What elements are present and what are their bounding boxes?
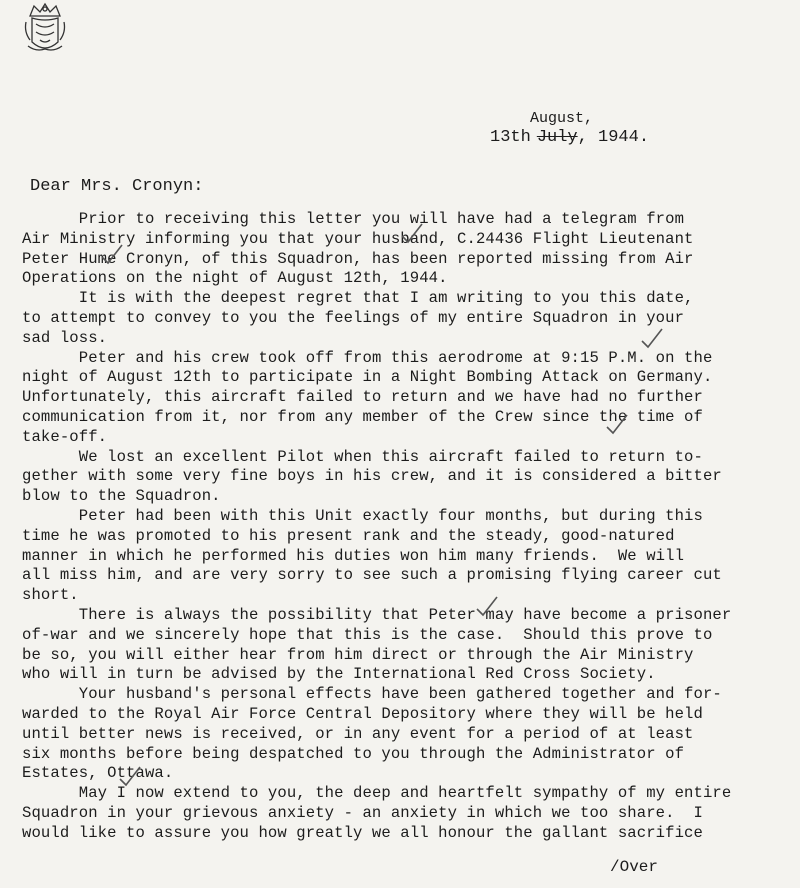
royal-crest-icon (22, 2, 68, 56)
date-year: , 1944. (577, 128, 650, 147)
pencil-tick-icon (475, 595, 499, 619)
paragraph-effects: Your husband's personal effects have been gathered together and for- warded to the Royal Air Force Central Depository where they will be held until better news is received, or in any event for a period of at least six months before being despatched to you through the Administrator of Estates, Ottawa. (22, 685, 722, 783)
pencil-tick-icon (400, 222, 424, 246)
date-inserted-month: August, (530, 110, 594, 127)
pencil-tick-icon (605, 413, 629, 437)
paragraph-service: Peter had been with this Unit exactly four months, but during this time he was promoted to his present rank and the steady, good-natured manner in which he performed his duties won him many friends. We will all miss him, and are very sorry to see such a promising flying career cut short. (22, 506, 722, 605)
paragraph-sympathy: May I now extend to you, the deep and heartfelt sympathy of my entire Squadron in your grievous anxiety - an anxiety in which we too share. I would like to assure you how greatly we all honour the gallant sacrifice (22, 784, 732, 842)
salutation: Dear Mrs. Cronyn: (30, 177, 204, 196)
paragraph-takeoff: Peter and his crew took off from this aerodrome at 9:15 P.M. on the night of August 12th to participate in a Night Bombing Attack on Germany. Unfortunately, this aircraft failed to return and we have had no further communication from it, nor from any member of the Crew since the time of take-off. (22, 348, 713, 446)
pencil-tick-icon (100, 243, 124, 267)
paragraph-telegram: Prior to receiving this letter you will have had a telegram from Air Ministry informing you that your husband, C.24436 Flight Lieutenant Peter Hume Cronyn, of this Squadron, has been reported missing from Air Operations on the night of August 12th, 1944. (22, 210, 694, 288)
continuation-mark: /Over (610, 858, 659, 876)
date-struck-month: July (536, 128, 578, 147)
pencil-tick-icon (640, 327, 664, 351)
letter-date (490, 110, 650, 147)
paragraph-prisoner: There is always the possibility that Peter may have become a prisoner of-war and we sincerely hope that this is the case. Should this prove to be so, you will either hear from him direct or through the Air Ministry who will in turn be advised by the International Red Cross Society. (22, 605, 732, 684)
pencil-tick-icon (118, 765, 142, 789)
letter-body (22, 210, 782, 844)
paragraph-lost-pilot: We lost an excellent Pilot when this aircraft failed to return to- gether with some very fine boys in his crew, and it is considered a bitter blow to the Squadron. (22, 447, 722, 506)
paragraph-regret: It is with the deepest regret that I am writing to you this date, to attempt to convey to you the feelings of my entire Squadron in your sad loss. (22, 289, 694, 347)
date-day: 13th (490, 128, 531, 147)
